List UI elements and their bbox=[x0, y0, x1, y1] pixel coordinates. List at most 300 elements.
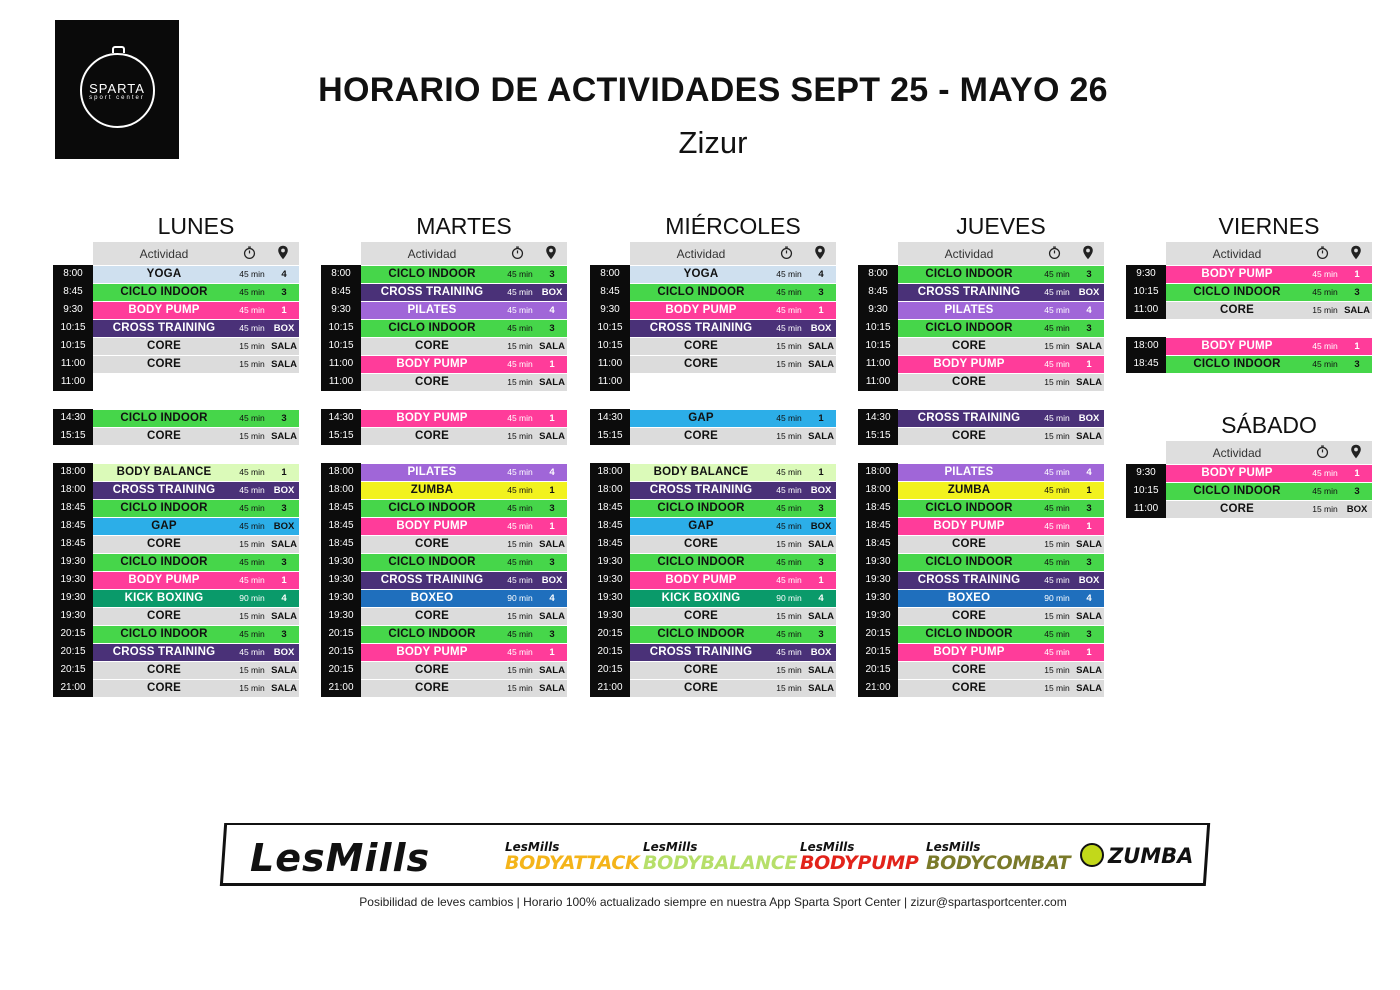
class-name: CROSS TRAINING bbox=[649, 646, 753, 658]
class-cell bbox=[630, 265, 836, 283]
class-name: CORE bbox=[951, 610, 987, 622]
class-room: 1 bbox=[281, 305, 287, 316]
class-duration: 45 min bbox=[239, 575, 265, 585]
class-time: 18:00 bbox=[53, 481, 93, 499]
schedule-row bbox=[53, 355, 299, 373]
class-cell bbox=[1166, 500, 1372, 518]
schedule-row bbox=[1126, 301, 1372, 319]
class-duration: 15 min bbox=[776, 683, 802, 693]
day-name: JUEVES bbox=[956, 213, 1046, 239]
class-room: 3 bbox=[1086, 269, 1092, 280]
class-name: ZUMBA bbox=[947, 484, 991, 496]
class-cell bbox=[898, 643, 1104, 661]
class-time: 10:15 bbox=[321, 337, 361, 355]
class-cell bbox=[361, 427, 567, 445]
class-time: 19:30 bbox=[321, 571, 361, 589]
class-name: CORE bbox=[683, 430, 719, 442]
class-name: BODY PUMP bbox=[396, 412, 468, 424]
class-name: CROSS TRAINING bbox=[649, 322, 753, 334]
schedule-row bbox=[1126, 265, 1372, 283]
class-time: 14:30 bbox=[53, 409, 93, 427]
class-cell bbox=[630, 571, 836, 589]
schedule-row bbox=[53, 301, 299, 319]
schedule-row bbox=[53, 643, 299, 661]
stopwatch-icon bbox=[243, 246, 256, 259]
class-name: GAP bbox=[151, 520, 177, 532]
stopwatch-knob bbox=[112, 46, 125, 53]
class-name: CICLO INDOOR bbox=[120, 412, 208, 424]
class-room: SALA bbox=[271, 665, 297, 676]
class-time: 20:15 bbox=[590, 643, 630, 661]
schedule-row bbox=[321, 319, 567, 337]
schedule-row bbox=[321, 283, 567, 301]
class-cell bbox=[93, 283, 299, 301]
class-time: 19:30 bbox=[590, 607, 630, 625]
schedule-row bbox=[590, 409, 836, 427]
class-cell bbox=[93, 481, 299, 499]
class-room: 3 bbox=[1354, 359, 1360, 370]
class-time: 21:00 bbox=[321, 679, 361, 697]
class-name: CORE bbox=[146, 610, 182, 622]
class-room: 3 bbox=[549, 629, 555, 640]
class-duration: 90 min bbox=[239, 593, 265, 603]
stopwatch-icon bbox=[780, 246, 793, 259]
class-room: 4 bbox=[818, 593, 824, 604]
class-duration: 15 min bbox=[776, 611, 802, 621]
class-room: 1 bbox=[1354, 468, 1360, 479]
class-duration: 15 min bbox=[1044, 341, 1070, 351]
schedule-row bbox=[321, 571, 567, 589]
class-duration: 45 min bbox=[239, 503, 265, 513]
class-duration: 45 min bbox=[776, 557, 802, 567]
class-time: 10:15 bbox=[321, 319, 361, 337]
schedule-row bbox=[858, 517, 1104, 535]
class-duration: 45 min bbox=[1044, 575, 1070, 585]
stopwatch-icon bbox=[511, 246, 524, 259]
class-time: 19:30 bbox=[53, 571, 93, 589]
class-room: 3 bbox=[549, 269, 555, 280]
class-room: BOX bbox=[1078, 413, 1100, 424]
class-duration: 45 min bbox=[1044, 647, 1070, 657]
class-duration: 45 min bbox=[776, 521, 802, 531]
class-time: 20:15 bbox=[53, 661, 93, 679]
schedule-row bbox=[53, 265, 299, 283]
class-time: 8:45 bbox=[590, 283, 630, 301]
class-room: 1 bbox=[549, 521, 555, 532]
schedule-row bbox=[590, 499, 836, 517]
class-room: BOX bbox=[541, 575, 563, 586]
stopwatch-icon bbox=[1048, 246, 1061, 259]
class-room: 3 bbox=[549, 503, 555, 514]
class-time: 19:30 bbox=[858, 607, 898, 625]
class-name: BODY BALANCE bbox=[116, 466, 212, 478]
class-name: CORE bbox=[951, 682, 987, 694]
schedule-row bbox=[1126, 482, 1372, 500]
class-time: 20:15 bbox=[321, 643, 361, 661]
class-name: CORE bbox=[951, 340, 987, 352]
class-room: SALA bbox=[271, 611, 297, 622]
class-duration: 15 min bbox=[239, 341, 265, 351]
class-duration: 15 min bbox=[1312, 305, 1338, 315]
class-room: SALA bbox=[271, 539, 297, 550]
class-name: BOXEO bbox=[947, 592, 991, 604]
class-cell bbox=[898, 661, 1104, 679]
schedule-row bbox=[590, 553, 836, 571]
stopwatch-icon bbox=[1316, 246, 1329, 259]
class-duration: 45 min bbox=[1044, 413, 1070, 423]
class-cell bbox=[93, 517, 299, 535]
schedule-row bbox=[53, 373, 299, 391]
day-name: MARTES bbox=[416, 213, 512, 239]
class-time: 11:00 bbox=[590, 355, 630, 373]
class-duration: 45 min bbox=[1044, 287, 1070, 297]
schedule-row bbox=[321, 625, 567, 643]
schedule-row bbox=[858, 643, 1104, 661]
class-time: 8:00 bbox=[321, 265, 361, 283]
schedule-row bbox=[858, 283, 1104, 301]
class-name: YOGA bbox=[146, 268, 182, 280]
class-duration: 45 min bbox=[1312, 341, 1338, 351]
class-cell bbox=[630, 409, 836, 427]
class-name: BODY PUMP bbox=[1201, 340, 1273, 352]
class-name: CICLO INDOOR bbox=[925, 268, 1013, 280]
schedule-row bbox=[321, 535, 567, 553]
class-name: CORE bbox=[683, 538, 719, 550]
class-name: BODY PUMP bbox=[665, 304, 737, 316]
class-room: 4 bbox=[281, 269, 287, 280]
class-room: 1 bbox=[1354, 269, 1360, 280]
column-header bbox=[93, 242, 299, 265]
class-duration: 45 min bbox=[239, 467, 265, 477]
class-name: CICLO INDOOR bbox=[120, 556, 208, 568]
class-time: 18:00 bbox=[590, 463, 630, 481]
class-name: CICLO INDOOR bbox=[1193, 358, 1281, 370]
class-room: SALA bbox=[1076, 665, 1102, 676]
schedule-row bbox=[53, 427, 299, 445]
schedule-row bbox=[53, 535, 299, 553]
class-room: 3 bbox=[1086, 323, 1092, 334]
class-time: 18:45 bbox=[321, 535, 361, 553]
class-cell bbox=[1166, 355, 1372, 373]
class-time: 19:30 bbox=[53, 553, 93, 571]
class-room: 1 bbox=[549, 359, 555, 370]
column-header bbox=[630, 242, 836, 265]
class-cell bbox=[93, 463, 299, 481]
class-time: 10:15 bbox=[1126, 283, 1166, 301]
schedule-row bbox=[53, 589, 299, 607]
class-time: 8:45 bbox=[321, 283, 361, 301]
class-room: SALA bbox=[1076, 539, 1102, 550]
schedule-row bbox=[53, 337, 299, 355]
class-duration: 45 min bbox=[1044, 629, 1070, 639]
class-time: 20:15 bbox=[858, 625, 898, 643]
class-duration: 15 min bbox=[239, 683, 265, 693]
class-room: 1 bbox=[549, 485, 555, 496]
class-cell bbox=[361, 283, 567, 301]
schedule-row bbox=[590, 265, 836, 283]
class-cell bbox=[361, 499, 567, 517]
class-name: CORE bbox=[414, 538, 450, 550]
class-cell bbox=[93, 265, 299, 283]
class-duration: 45 min bbox=[1044, 557, 1070, 567]
class-cell bbox=[361, 373, 567, 391]
class-name: CORE bbox=[951, 664, 987, 676]
logo-name: SPARTA bbox=[89, 81, 145, 96]
class-cell bbox=[898, 337, 1104, 355]
class-cell bbox=[361, 553, 567, 571]
class-room: 3 bbox=[818, 287, 824, 298]
class-duration: 45 min bbox=[239, 323, 265, 333]
schedule-row bbox=[858, 427, 1104, 445]
class-time: 20:15 bbox=[858, 661, 898, 679]
schedule-row bbox=[858, 265, 1104, 283]
class-time: 11:00 bbox=[858, 355, 898, 373]
class-room: BOX bbox=[810, 485, 832, 496]
class-cell bbox=[630, 499, 836, 517]
class-duration: 90 min bbox=[507, 593, 533, 603]
class-room: SALA bbox=[539, 377, 565, 388]
class-room: BOX bbox=[810, 647, 832, 658]
class-time: 19:30 bbox=[321, 607, 361, 625]
class-duration: 15 min bbox=[776, 341, 802, 351]
class-duration: 15 min bbox=[507, 341, 533, 351]
class-name: CORE bbox=[146, 682, 182, 694]
class-cell bbox=[93, 607, 299, 625]
class-name: CICLO INDOOR bbox=[388, 502, 476, 514]
time-block bbox=[590, 463, 836, 697]
class-room: SALA bbox=[1076, 431, 1102, 442]
class-time: 10:15 bbox=[590, 337, 630, 355]
schedule-row bbox=[53, 607, 299, 625]
class-cell bbox=[361, 463, 567, 481]
class-room: 3 bbox=[281, 557, 287, 568]
class-room: BOX bbox=[541, 287, 563, 298]
class-name: CROSS TRAINING bbox=[380, 574, 484, 586]
class-cell bbox=[93, 499, 299, 517]
schedule-row bbox=[321, 409, 567, 427]
class-duration: 15 min bbox=[507, 611, 533, 621]
class-duration: 15 min bbox=[1044, 665, 1070, 675]
schedule-row bbox=[321, 481, 567, 499]
class-cell bbox=[898, 679, 1104, 697]
class-room: BOX bbox=[810, 323, 832, 334]
program-bodypump bbox=[800, 840, 918, 874]
class-cell bbox=[898, 499, 1104, 517]
class-duration: 15 min bbox=[1044, 377, 1070, 387]
schedule-row bbox=[858, 373, 1104, 391]
class-time: 9:30 bbox=[53, 301, 93, 319]
class-name: CICLO INDOOR bbox=[388, 268, 476, 280]
class-room: 3 bbox=[1354, 287, 1360, 298]
schedule-row bbox=[858, 481, 1104, 499]
class-time: 19:30 bbox=[858, 553, 898, 571]
class-room: BOX bbox=[1078, 287, 1100, 298]
schedule-row bbox=[590, 481, 836, 499]
class-name: CORE bbox=[683, 682, 719, 694]
class-duration: 45 min bbox=[507, 359, 533, 369]
class-time: 10:15 bbox=[858, 337, 898, 355]
schedule-row bbox=[858, 355, 1104, 373]
class-room: 3 bbox=[1086, 557, 1092, 568]
class-name: CROSS TRAINING bbox=[380, 286, 484, 298]
time-block bbox=[1126, 464, 1372, 518]
class-time: 14:30 bbox=[858, 409, 898, 427]
class-time: 14:30 bbox=[321, 409, 361, 427]
class-duration: 45 min bbox=[239, 629, 265, 639]
schedule-row bbox=[53, 499, 299, 517]
class-room: SALA bbox=[271, 341, 297, 352]
schedule-row bbox=[1126, 355, 1372, 373]
class-duration: 45 min bbox=[776, 413, 802, 423]
class-duration: 45 min bbox=[1312, 468, 1338, 478]
class-cell bbox=[630, 319, 836, 337]
class-room: 4 bbox=[1086, 467, 1092, 478]
header-actividad: Actividad bbox=[676, 247, 726, 261]
class-room: BOX bbox=[1346, 504, 1368, 515]
schedule-row bbox=[590, 355, 836, 373]
class-name: CORE bbox=[951, 376, 987, 388]
class-room: 1 bbox=[281, 575, 287, 586]
class-cell bbox=[93, 337, 299, 355]
class-duration: 45 min bbox=[776, 305, 802, 315]
time-block bbox=[53, 409, 299, 445]
program-name: BODYPUMP bbox=[800, 852, 919, 874]
class-cell bbox=[361, 679, 567, 697]
class-cell bbox=[898, 463, 1104, 481]
class-duration: 90 min bbox=[776, 593, 802, 603]
schedule-row bbox=[321, 373, 567, 391]
class-room: 3 bbox=[549, 557, 555, 568]
header-actividad: Actividad bbox=[1212, 446, 1262, 460]
class-time: 10:15 bbox=[590, 319, 630, 337]
class-name: CICLO INDOOR bbox=[925, 628, 1013, 640]
program-prefix: LesMills bbox=[643, 840, 698, 854]
class-name: BODY PUMP bbox=[396, 358, 468, 370]
class-room: 1 bbox=[1086, 521, 1092, 532]
class-cell bbox=[630, 589, 836, 607]
location-pin-icon bbox=[814, 245, 826, 260]
class-name: CICLO INDOOR bbox=[1193, 485, 1281, 497]
class-duration: 15 min bbox=[507, 665, 533, 675]
class-time: 15:15 bbox=[321, 427, 361, 445]
day-name: LUNES bbox=[157, 213, 235, 239]
class-duration: 15 min bbox=[1044, 431, 1070, 441]
class-room: 3 bbox=[1086, 629, 1092, 640]
program-name: BODYCOMBAT bbox=[926, 852, 1071, 874]
class-duration: 45 min bbox=[1312, 359, 1338, 369]
class-name: CICLO INDOOR bbox=[120, 502, 208, 514]
schedule-row bbox=[590, 625, 836, 643]
class-time: 20:15 bbox=[321, 661, 361, 679]
program-prefix: LesMills bbox=[800, 840, 855, 854]
class-time: 18:45 bbox=[858, 535, 898, 553]
class-cell bbox=[93, 535, 299, 553]
class-time: 20:15 bbox=[53, 643, 93, 661]
class-cell bbox=[361, 607, 567, 625]
class-time: 8:00 bbox=[590, 265, 630, 283]
schedule-row bbox=[590, 373, 836, 391]
time-block bbox=[321, 409, 567, 445]
class-name: GAP bbox=[688, 520, 714, 532]
class-time: 18:45 bbox=[590, 517, 630, 535]
class-cell bbox=[1166, 265, 1372, 283]
class-cell bbox=[630, 373, 836, 391]
class-time: 19:30 bbox=[858, 589, 898, 607]
class-room: 3 bbox=[281, 629, 287, 640]
class-room: 3 bbox=[281, 413, 287, 424]
class-room: SALA bbox=[271, 683, 297, 694]
class-time: 18:00 bbox=[1126, 337, 1166, 355]
class-time: 10:15 bbox=[858, 319, 898, 337]
schedule-row bbox=[590, 535, 836, 553]
class-name: CROSS TRAINING bbox=[649, 484, 753, 496]
class-time: 11:00 bbox=[1126, 500, 1166, 518]
class-name: GAP bbox=[688, 412, 714, 424]
schedule-row bbox=[858, 625, 1104, 643]
class-time: 11:00 bbox=[321, 355, 361, 373]
class-name: CICLO INDOOR bbox=[388, 556, 476, 568]
class-cell bbox=[1166, 301, 1372, 319]
schedule-row bbox=[53, 481, 299, 499]
class-duration: 15 min bbox=[239, 539, 265, 549]
time-block bbox=[321, 463, 567, 697]
class-time: 11:00 bbox=[858, 373, 898, 391]
schedule-row bbox=[53, 625, 299, 643]
class-name: BODY PUMP bbox=[396, 520, 468, 532]
schedule-row bbox=[53, 463, 299, 481]
class-room: SALA bbox=[271, 431, 297, 442]
class-name: KICK BOXING bbox=[661, 592, 741, 604]
class-duration: 45 min bbox=[507, 323, 533, 333]
class-room: 4 bbox=[1086, 305, 1092, 316]
schedule-row bbox=[858, 319, 1104, 337]
class-name: CORE bbox=[1219, 503, 1255, 515]
class-room: BOX bbox=[273, 521, 295, 532]
class-time: 19:30 bbox=[590, 553, 630, 571]
schedule-row bbox=[590, 643, 836, 661]
class-cell bbox=[93, 409, 299, 427]
class-cell bbox=[630, 481, 836, 499]
schedule-row bbox=[590, 283, 836, 301]
class-cell bbox=[898, 319, 1104, 337]
class-name: ZUMBA bbox=[410, 484, 454, 496]
class-cell bbox=[361, 517, 567, 535]
class-time: 18:45 bbox=[858, 517, 898, 535]
schedule-row bbox=[321, 643, 567, 661]
class-duration: 45 min bbox=[239, 557, 265, 567]
class-room: BOX bbox=[273, 485, 295, 496]
class-cell bbox=[361, 589, 567, 607]
class-cell bbox=[898, 373, 1104, 391]
class-name: CICLO INDOOR bbox=[657, 628, 745, 640]
class-duration: 45 min bbox=[239, 269, 265, 279]
class-cell bbox=[898, 283, 1104, 301]
header-actividad: Actividad bbox=[944, 247, 994, 261]
class-name: CICLO INDOOR bbox=[925, 556, 1013, 568]
class-room: 4 bbox=[549, 305, 555, 316]
class-time: 19:30 bbox=[858, 571, 898, 589]
class-duration: 45 min bbox=[239, 287, 265, 297]
class-name: CICLO INDOOR bbox=[657, 556, 745, 568]
class-cell bbox=[898, 589, 1104, 607]
class-cell bbox=[1166, 482, 1372, 500]
class-cell bbox=[630, 463, 836, 481]
class-duration: 15 min bbox=[239, 611, 265, 621]
schedule-row bbox=[858, 553, 1104, 571]
schedule-row bbox=[321, 355, 567, 373]
class-duration: 15 min bbox=[239, 359, 265, 369]
class-name: CICLO INDOOR bbox=[388, 628, 476, 640]
